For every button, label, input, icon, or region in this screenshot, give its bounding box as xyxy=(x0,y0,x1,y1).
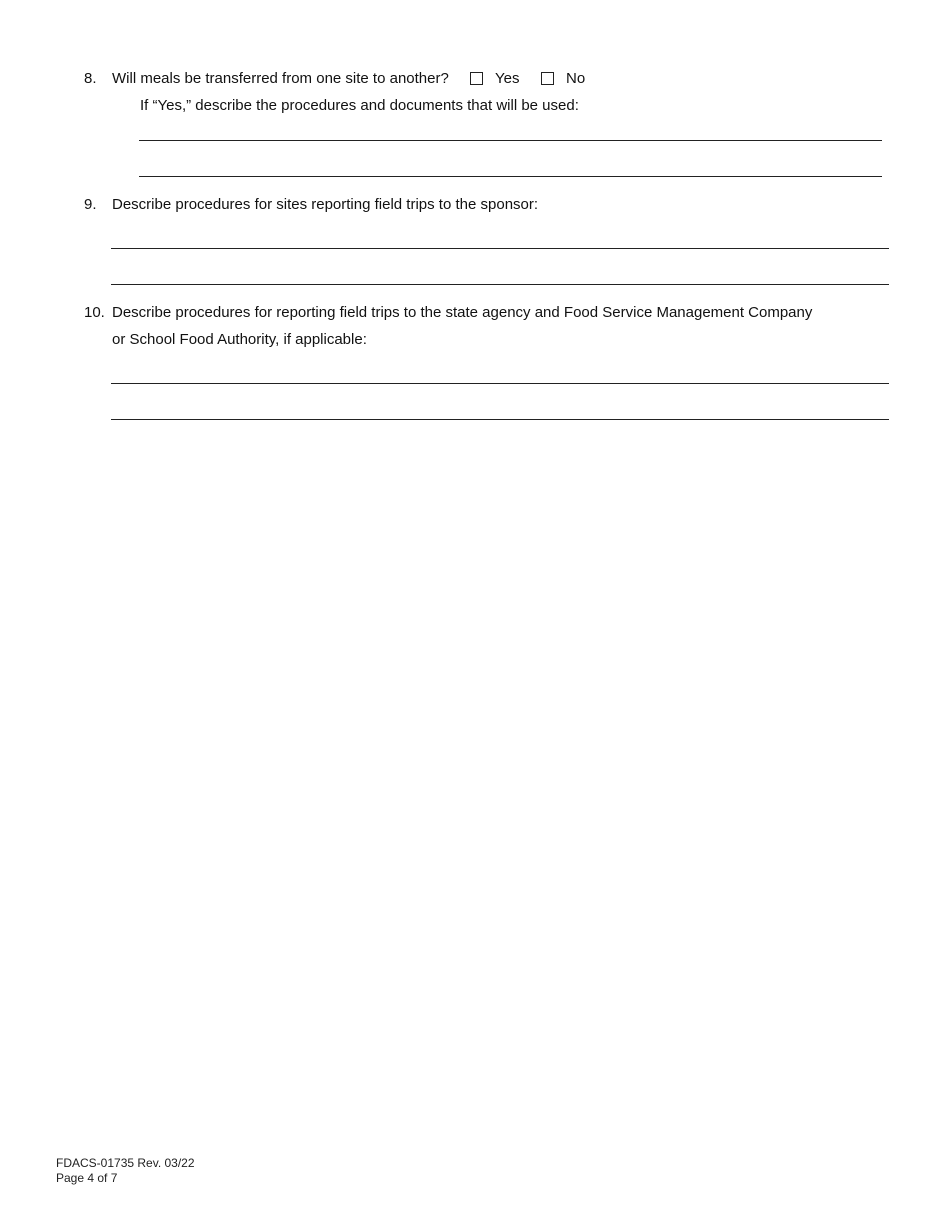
q8-no-checkbox[interactable] xyxy=(541,72,554,85)
q9-answer-line-2[interactable] xyxy=(111,284,889,285)
q8-no-label: No xyxy=(566,70,586,87)
q8-followup: If “Yes,” describe the procedures and documents that will be used: xyxy=(140,97,579,114)
q8-yes-label: Yes xyxy=(495,70,520,87)
q10-answer-line-1[interactable] xyxy=(111,383,889,384)
q9-answer-line-1[interactable] xyxy=(111,248,889,249)
q9-question: Describe procedures for sites reporting field trips to the sponsor: xyxy=(112,196,539,213)
q8-answer-line-1[interactable] xyxy=(139,140,882,141)
q8-number: 8. xyxy=(84,70,97,87)
q10-question-line-2: or School Food Authority, if applicable: xyxy=(112,331,367,348)
q8-question: Will meals be transferred from one site to another? xyxy=(112,70,449,87)
q10-number: 10. xyxy=(84,304,105,321)
q8-answer-line-2[interactable] xyxy=(139,176,882,177)
q10-answer-line-2[interactable] xyxy=(111,419,889,420)
form-id: FDACS-01735 Rev. 03/22 xyxy=(56,1156,195,1170)
q8-yes-checkbox[interactable] xyxy=(470,72,483,85)
q9-number: 9. xyxy=(84,196,97,213)
q10-question-line-1: Describe procedures for reporting field trips to the state agency and Food Service Management Company xyxy=(112,304,813,321)
page-number: Page 4 of 7 xyxy=(56,1171,118,1185)
